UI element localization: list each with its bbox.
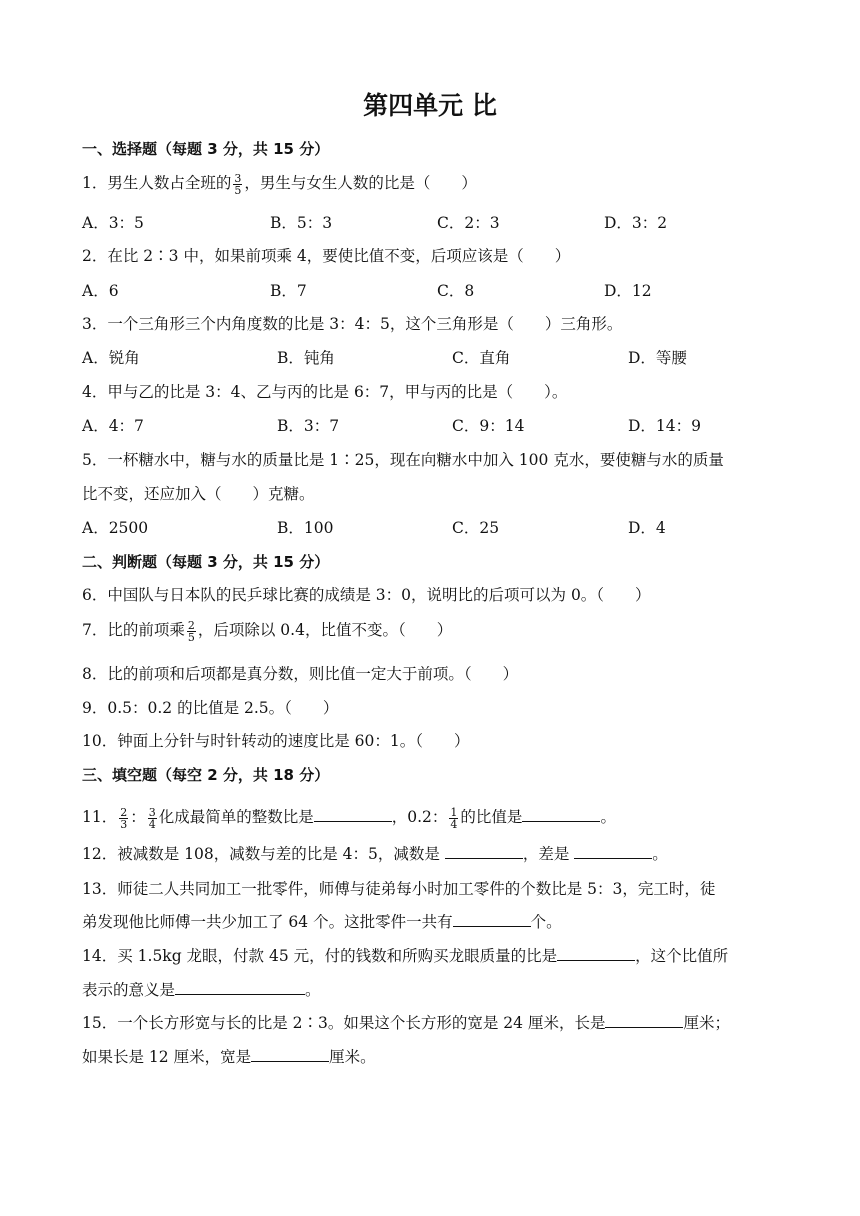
question-3: 3．一个三角形三个内角度数的比是 3：4：5，这个三角形是（ ）三角形。 xyxy=(82,315,623,333)
q2-option-c[interactable]: C．8 xyxy=(437,282,475,300)
q11-text-a: 化成最简单的整数比是 xyxy=(158,808,314,826)
section-heading-choice: 一、选择题（每题 3 分，共 15 分） xyxy=(82,140,330,158)
answer-blank[interactable] xyxy=(605,1012,683,1028)
answer-blank[interactable] xyxy=(522,806,600,822)
q3-options xyxy=(82,347,782,369)
fraction-denominator: 4 xyxy=(450,817,458,831)
section-heading-judgement: 二、判断题（每题 3 分，共 15 分） xyxy=(82,553,330,571)
q14-text-a: 14．买 1.5kg 龙眼，付款 45 元，付的钱数和所购买龙眼质量的比是 xyxy=(82,947,558,965)
q11-text-b: ，0.2： xyxy=(391,808,448,826)
q11-fraction-3 xyxy=(449,807,458,830)
answer-blank[interactable] xyxy=(574,843,652,859)
question-5-line-2: 比不变，还应加入（ ）克糖。 xyxy=(82,485,315,503)
fraction-numerator: 1 xyxy=(450,805,458,819)
question-14-line-2 xyxy=(82,979,782,1001)
question-8: 8．比的前项和后项都是真分数，则比值一定大于前项。（ ） xyxy=(82,665,519,683)
q15-text-c: 如果长是 12 厘米，宽是 xyxy=(82,1048,252,1066)
question-9: 9．0.5：0.2 的比值是 2.5。（ ） xyxy=(82,699,339,717)
question-12 xyxy=(82,843,782,865)
question-15-line-2 xyxy=(82,1046,782,1068)
q4-option-a[interactable]: A．4：7 xyxy=(82,417,144,435)
fraction-numerator: 2 xyxy=(187,618,195,632)
q5-option-a[interactable]: A．2500 xyxy=(82,519,149,537)
answer-blank[interactable] xyxy=(314,806,392,822)
q14-text-c: 表示的意义是 xyxy=(82,981,176,999)
fraction-numerator: 2 xyxy=(120,805,128,819)
q3-option-d[interactable]: D．等腰 xyxy=(628,349,687,367)
q5-option-c[interactable]: C．25 xyxy=(452,519,500,537)
q1-option-a[interactable]: A．3：5 xyxy=(82,214,144,232)
fraction-denominator: 3 xyxy=(120,817,128,831)
question-4: 4．甲与乙的比是 3：4、乙与丙的比是 6：7，甲与丙的比是（ ）。 xyxy=(82,383,568,401)
q5-options xyxy=(82,517,782,539)
q4-option-b[interactable]: B．3：7 xyxy=(277,417,340,435)
q7-text-post: ，后项除以 0.4，比值不变。（ ） xyxy=(197,621,453,639)
q11-text-end: 。 xyxy=(600,808,616,826)
q5-option-b[interactable]: B．100 xyxy=(277,519,334,537)
q1-fraction xyxy=(233,173,242,196)
question-7 xyxy=(82,619,782,643)
q12-text-end: 。 xyxy=(652,845,668,863)
q1-text-post: ，男生与女生人数的比是（ ） xyxy=(244,174,477,192)
q1-option-c[interactable]: C．2：3 xyxy=(437,214,500,232)
question-14-line-1 xyxy=(82,945,782,967)
q4-option-d[interactable]: D．14：9 xyxy=(628,417,702,435)
q11-colon: ： xyxy=(130,808,146,826)
q13-text-end: 个。 xyxy=(530,913,562,931)
q14-text-end: 。 xyxy=(305,981,321,999)
fraction-denominator: 5 xyxy=(187,630,195,644)
answer-blank[interactable] xyxy=(175,979,305,995)
q15-text-a: 15．一个长方形宽与长的比是 2∶3。如果这个长方形的宽是 24 厘米，长是 xyxy=(82,1014,606,1032)
q2-options xyxy=(82,280,782,302)
q1-text-pre: 1．男生人数占全班的 xyxy=(82,174,232,192)
q15-text-end: 厘米。 xyxy=(329,1048,376,1066)
question-13-line-1: 13．师徒二人共同加工一批零件，师傅与徒弟每小时加工零件的个数比是 5：3，完工时，徒 xyxy=(82,880,716,898)
q3-option-b[interactable]: B．钝角 xyxy=(277,349,335,367)
fraction-numerator: 3 xyxy=(148,805,156,819)
question-1 xyxy=(82,172,782,196)
q13-text-a: 弟发现他比师傅一共少加工了 64 个。这批零件一共有 xyxy=(82,913,453,931)
answer-blank[interactable] xyxy=(557,945,635,961)
question-5-line-1: 5．一杯糖水中，糖与水的质量比是 1∶25，现在向糖水中加入 100 克水，要使糖与水的质量 xyxy=(82,451,724,469)
q15-text-b: 厘米； xyxy=(683,1014,730,1032)
q11-fraction-2 xyxy=(148,807,157,830)
q3-option-a[interactable]: A．锐角 xyxy=(82,349,140,367)
q2-option-d[interactable]: D．12 xyxy=(604,282,652,300)
q11-number: 11． xyxy=(82,808,118,826)
q1-option-d[interactable]: D．3：2 xyxy=(604,214,668,232)
answer-blank[interactable] xyxy=(251,1046,329,1062)
q4-options xyxy=(82,415,782,437)
q3-option-c[interactable]: C．直角 xyxy=(452,349,511,367)
section-heading-fill-in: 三、填空题（每空 2 分，共 18 分） xyxy=(82,766,330,784)
q11-text-c: 的比值是 xyxy=(460,808,523,826)
question-10: 10．钟面上分针与时针转动的速度比是 60：1。（ ） xyxy=(82,732,470,750)
question-13-line-2 xyxy=(82,911,782,933)
fraction-denominator: 5 xyxy=(234,183,242,197)
q1-options xyxy=(82,212,782,234)
question-15-line-1 xyxy=(82,1012,782,1034)
page-title: 第四单元 比 xyxy=(363,91,497,120)
q5-option-d[interactable]: D．4 xyxy=(628,519,666,537)
q2-option-a[interactable]: A．6 xyxy=(82,282,119,300)
question-2: 2．在比 2∶3 中，如果前项乘 4，要使比值不变，后项应该是（ ） xyxy=(82,247,571,265)
question-11 xyxy=(82,806,782,830)
q1-option-b[interactable]: B．5：3 xyxy=(270,214,333,232)
q7-fraction xyxy=(187,620,196,643)
q14-text-b: ，这个比值所 xyxy=(635,947,729,965)
answer-blank[interactable] xyxy=(445,843,523,859)
answer-blank[interactable] xyxy=(453,911,531,927)
fraction-denominator: 4 xyxy=(148,817,156,831)
question-6: 6．中国队与日本队的民乒球比赛的成绩是 3：0，说明比的后项可以为 0。（ ） xyxy=(82,586,651,604)
q11-fraction-1 xyxy=(119,807,128,830)
q4-option-c[interactable]: C．9：14 xyxy=(452,417,525,435)
q12-text-b: ，差是 xyxy=(522,845,575,863)
fraction-numerator: 3 xyxy=(234,171,242,185)
q2-option-b[interactable]: B．7 xyxy=(270,282,307,300)
q7-text-pre: 7．比的前项乘 xyxy=(82,621,185,639)
q12-text-a: 12．被减数是 108，减数与差的比是 4：5，减数是 xyxy=(82,845,445,863)
